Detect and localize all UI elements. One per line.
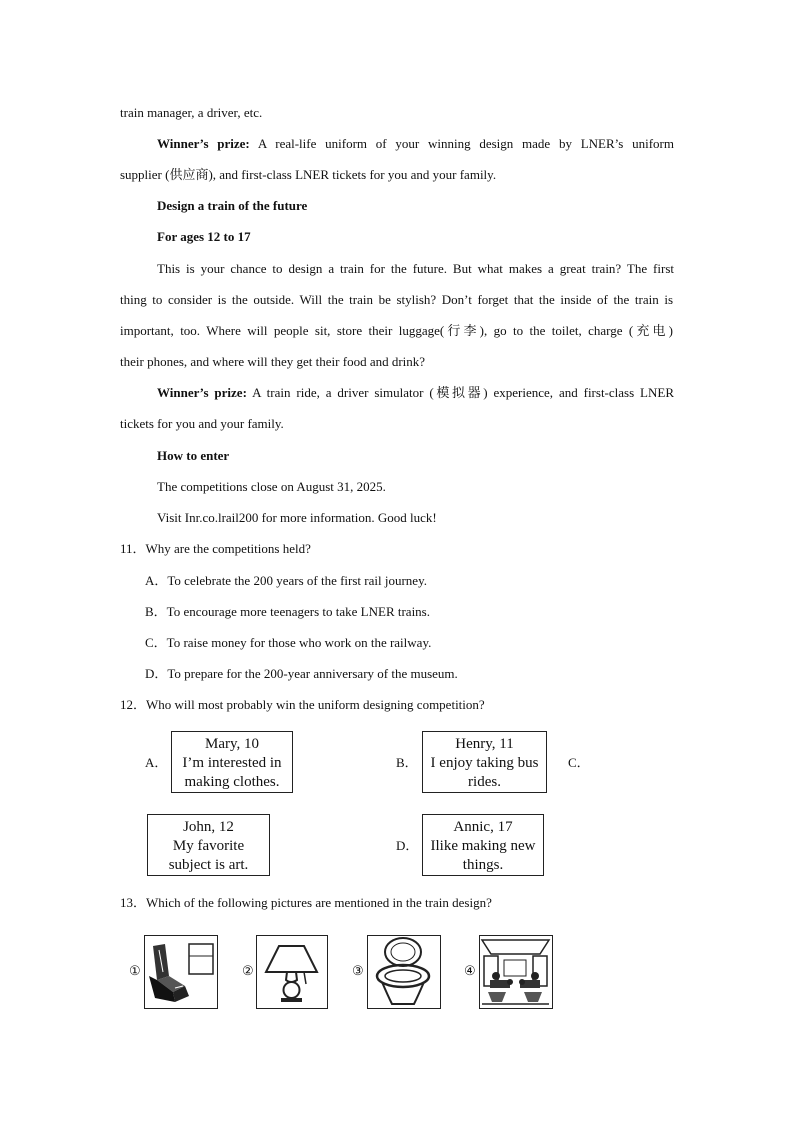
card-name: John, 12 xyxy=(183,819,234,835)
dining-car-icon xyxy=(480,936,551,1007)
card-line: things. xyxy=(462,857,504,873)
how-to-enter-heading: How to enter xyxy=(157,448,230,463)
option-a-card xyxy=(171,731,293,793)
dining-car-picture xyxy=(479,935,553,1009)
card-name: Annic, 17 xyxy=(453,819,513,835)
picture-number-1: ① xyxy=(129,963,141,978)
question-11-option-a: A．To celebrate the 200 years of the first rail journey. xyxy=(145,573,427,588)
winner-prize-paragraph-1 xyxy=(157,136,674,152)
passage-line: thing to consider is the outside. Will the train be stylish? Don’t forget that the inside of the train is xyxy=(120,292,673,307)
card-line: My favorite xyxy=(172,838,245,854)
card-line: subject is art. xyxy=(168,857,249,873)
picture-number-3: ③ xyxy=(352,963,364,978)
option-d-label: D． xyxy=(396,838,419,853)
card-line: I enjoy taking bus xyxy=(430,755,539,771)
question-11-option-b: B．To encourage more teenagers to take LNER trains. xyxy=(145,604,430,619)
card-line: Ilike making new xyxy=(430,838,536,854)
passage-line: The competitions close on August 31, 2025. xyxy=(157,479,386,494)
option-b-label: B． xyxy=(396,755,418,770)
winner-prize-text: A train ride, a driver simulator (模拟器) experience, and first-class LNER xyxy=(252,385,674,400)
card-line: making clothes. xyxy=(184,774,280,790)
passage-line: tickets for you and your family. xyxy=(120,416,284,431)
option-c-card xyxy=(147,814,270,876)
section-ages: For ages 12 to 17 xyxy=(157,229,251,244)
winner-prize-label: Winner’s prize: xyxy=(157,385,247,400)
train-seat-picture xyxy=(144,935,218,1009)
question-13-stem: 13．Which of the following pictures are mentioned in the train design? xyxy=(120,895,492,910)
lamp-icon xyxy=(257,936,326,1007)
question-11-option-c: C．To raise money for those who work on the railway. xyxy=(145,635,432,650)
question-11-stem: 11．Why are the competitions held? xyxy=(120,541,311,556)
toilet-picture xyxy=(367,935,441,1009)
option-d-card xyxy=(422,814,544,876)
passage-line: supplier (供应商), and first-class LNER tickets for you and your family. xyxy=(120,167,497,182)
section-heading: Design a train of the future xyxy=(157,198,308,213)
card-name: Henry, 11 xyxy=(455,736,514,752)
toilet-icon xyxy=(368,936,439,1007)
option-c-label: C． xyxy=(568,755,590,770)
passage-line: their phones, and where will they get their food and drink? xyxy=(120,354,426,369)
picture-number-4: ④ xyxy=(464,963,476,978)
passage-line: This is your chance to design a train for the future. But what makes a great train? The first xyxy=(157,261,674,276)
question-12-stem: 12．Who will most probably win the uniform designing competition? xyxy=(120,697,485,712)
card-name: Mary, 10 xyxy=(204,736,260,752)
picture-number-2: ② xyxy=(242,963,254,978)
train-seat-icon xyxy=(145,936,216,1007)
question-11-option-d: D．To prepare for the 200-year anniversary of the museum. xyxy=(145,666,458,681)
option-a-label: A． xyxy=(145,755,168,770)
card-line: rides. xyxy=(468,774,501,790)
winner-prize-paragraph-2 xyxy=(157,385,674,401)
winner-prize-label: Winner’s prize: xyxy=(157,136,250,151)
passage-line: train manager, a driver, etc. xyxy=(120,105,263,120)
option-b-card xyxy=(422,731,547,793)
passage-line: important, too. Where will people sit, store their luggage(行李), go to the toilet, charge (充电) xyxy=(120,323,673,338)
winner-prize-text: A real-life uniform of your winning design made by LNER’s uniform xyxy=(257,136,674,151)
lamp-picture xyxy=(256,935,328,1009)
passage-line: Visit Inr.co.lrail200 for more information. Good luck! xyxy=(157,510,437,525)
card-line: I’m interested in xyxy=(182,755,282,771)
